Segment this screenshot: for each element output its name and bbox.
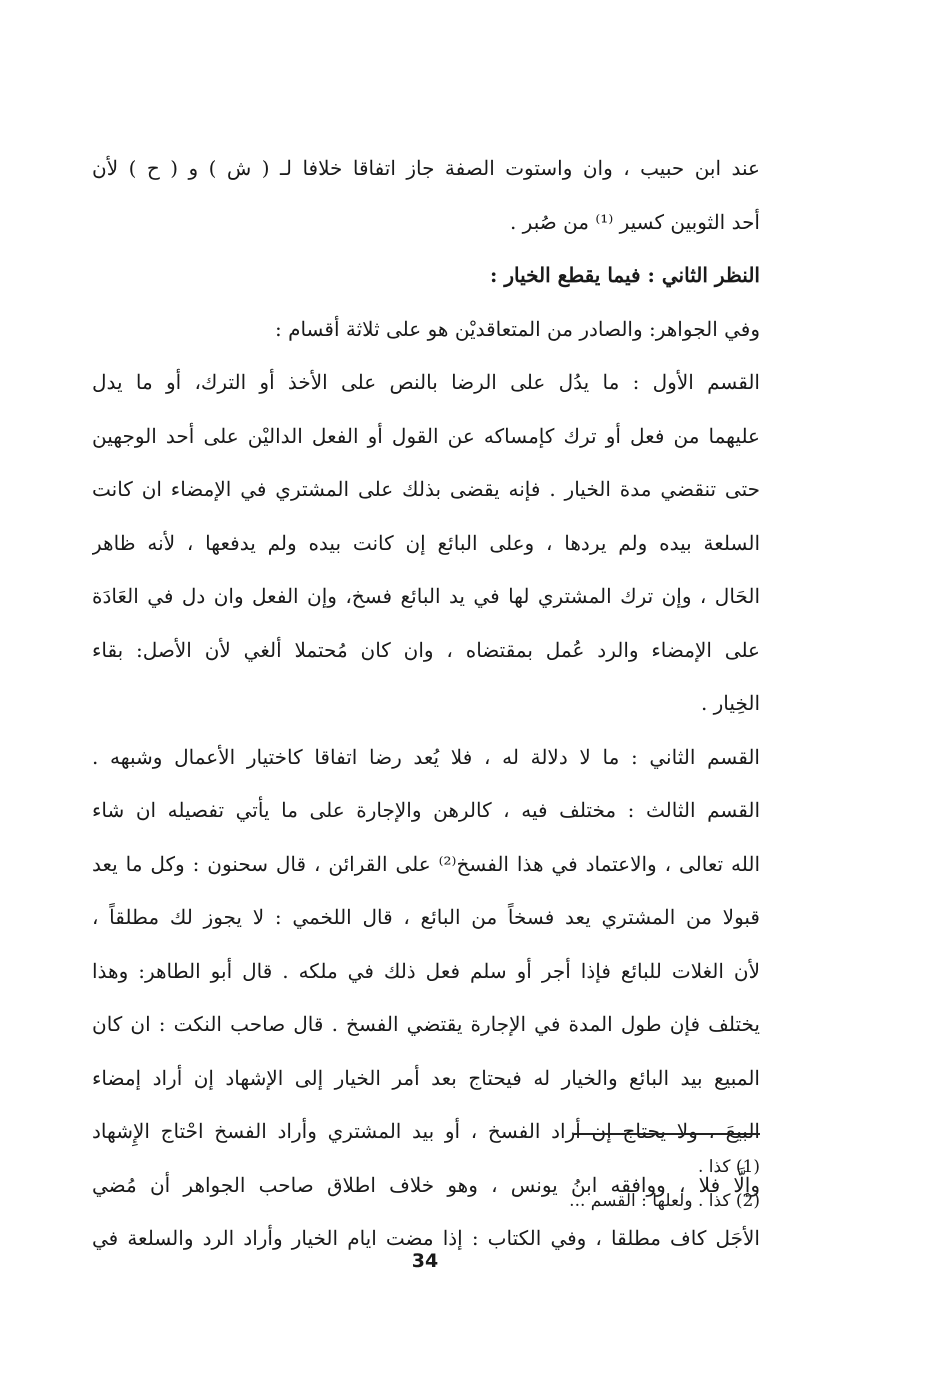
text-line-16: لأن الغلات للبائع فإذا أجر أو سلم فعل ذلك في ملكه . قال أبو الطاهر: وهذا [92,958,760,983]
footnotes [400,1150,760,1218]
text-line-18: المبيع بيد البائع والخيار له فيحتاج بعد أمر الخيار إلى الإشهاد إن أراد إمضاء [92,1065,760,1090]
text-line-11: الخِيار . [700,691,760,715]
text-line-14: الله تعالى ، والاعتماد في هذا الفسخ⁽²⁾ على القرائن ، قال سحنون : وكل ما يعد [92,851,760,876]
text-line-4: وفي الجواهر: والصادر من المتعاقديْن هو على ثلاثة أقسام : [274,316,760,341]
text-line-9: الحَال ، وإن ترك المشتري لها في يد البائع فسخ، وإن الفعل وان دل في العَادَة [92,584,760,608]
text-line-20: وإلَّا فلا ، ووافقه ابنُ يونس ، وهو خلاف اطلاق صاحب الجواهر أن مُضي [92,1172,760,1197]
text-line-7: حتى تنقضي مدة الخيار . فإنه يقضى بذلك على المشتري في الإمضاء ان كانت [92,477,760,501]
footnote-divider [574,1133,760,1135]
text-line-5: القسم الأول : ما يدُل على الرضا بالنص على الأخذ أو الترك، أو ما يدل [92,370,760,394]
footnote-2: (2) كذا . ولعلها : القسم ... [569,1191,760,1211]
text-line-19: البيعَ ، ولا يحتاج إن أراد الفسخ ، أو بيد المشتري وأراد الفسخ احْتاج الإِشهاد [92,1119,760,1143]
section-heading: النظر الثاني : فيما يقطع الخيار : [489,263,760,287]
text-line-15: قبولا من المشتري يعد فسخاً من البائع ، قال اللخمي : لا يجوز لك مطلقاً ، [92,905,760,929]
footnote-1: (1) كذا . [697,1157,760,1177]
text-line-13: القسم الثالث : مختلف فيه ، كالرهن والإجارة على ما يأتي تفصيله ان شاء [92,798,760,822]
text-line-10: على الإمضاء والرد عُمل بمقتضاه ، وان كان مُحتملا ألغي لأن الأصل: بقاء [92,637,760,662]
text-line-1: عند ابن حبيب ، وان واستوت الصفة جاز اتفاقا خلافا لـ ( ش ) و ( ح ) لأن [92,156,760,180]
page-number: 34 [411,1250,439,1272]
text-line-21: الأجَل كاف مطلقا ، وفي الكتاب : إذا مضت ايام الخيار وأراد الرد والسلعة في [92,1226,760,1250]
text-line-6: عليهما من فعل أو ترك كإمساكه عن القول أو الفعل الداليْن على أحد الوجهين [92,423,760,448]
text-line-8: السلعة بيده ولم يردها ، وعلى البائع إن كانت بيده ولم يدفعها ، لأنه ظاهر [92,530,760,555]
text-line-12: القسم الثاني : ما لا دلالة له ، فلا يُعد رضا اتفاقا كاختيار الأعمال وشبهه . [92,744,760,769]
text-line-17: يختلف فإن طول المدة في الإجارة يقتضي الفسخ . قال صاحب النكت : ان كان [92,1012,760,1036]
main-text [92,142,760,1266]
text-line-2: أحد الثوبين كسير ⁽¹⁾ من صُبر . [509,209,760,234]
